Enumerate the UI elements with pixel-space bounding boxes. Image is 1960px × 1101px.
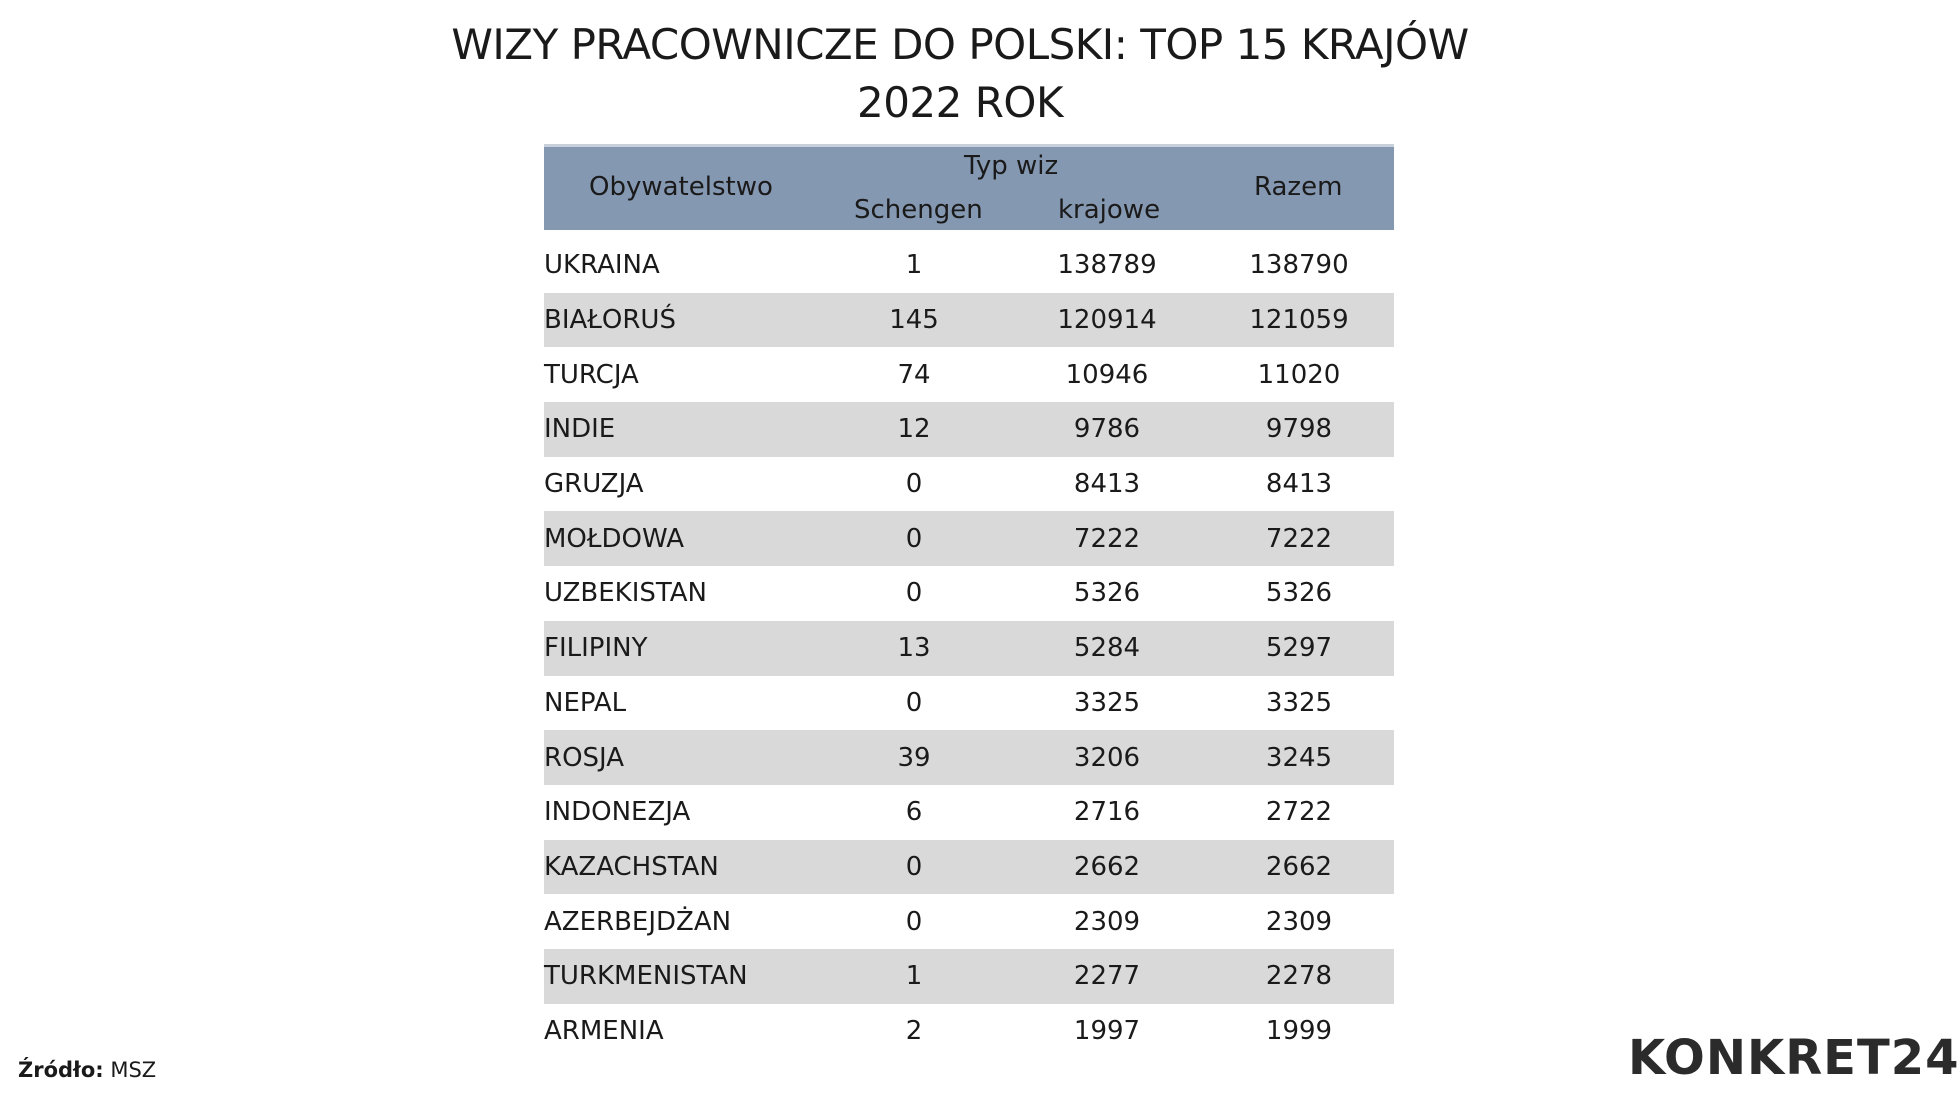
country-cell: FILIPINY (544, 633, 648, 664)
konkret24-logo (1628, 1030, 1960, 1086)
table-row: BIAŁORUŚ 145 120914 121059 (544, 293, 1394, 348)
table-header (544, 144, 1394, 230)
country-cell: UZBEKISTAN (544, 578, 707, 609)
country-cell: BIAŁORUŚ (544, 305, 676, 336)
country-cell: KAZACHSTAN (544, 851, 719, 882)
header-visa-type: Typ wiz (964, 151, 1059, 181)
country-cell: UKRAINA (544, 250, 660, 281)
table-row: TURKMENISTAN 1 2277 2278 (544, 949, 1394, 1004)
country-cell: MOŁDOWA (544, 523, 685, 554)
table-row: FILIPINY 13 5284 5297 (544, 621, 1394, 676)
table-row: KAZACHSTAN 0 2662 2662 (544, 840, 1394, 895)
table-row: INDIE 12 9786 9798 (544, 402, 1394, 457)
source-label: Źródło: (18, 1058, 104, 1082)
table-row: ARMENIA 2 1997 1999 (544, 1015, 1333, 1046)
table-row: TURCJA 74 10946 11020 (544, 359, 1341, 390)
table-row: ROSJA 39 3206 3245 (544, 730, 1394, 785)
country-cell: ARMENIA (544, 1015, 664, 1046)
logo-text: KONKRET24 (1628, 1030, 1960, 1086)
country-cell: AZERBEJDŻAN (544, 906, 732, 937)
table-row: UKRAINA 1 138789 138790 (544, 250, 1349, 281)
page-subtitle: 2022 ROK (856, 78, 1064, 127)
country-cell: INDIE (544, 414, 616, 445)
table-row: GRUZJA 0 8413 8413 (544, 469, 1333, 500)
table-row: INDONEZJA 6 2716 2722 (544, 797, 1333, 828)
table-row: AZERBEJDŻAN 0 2309 2309 (544, 906, 1333, 937)
header-country: Obywatelstwo (589, 172, 773, 202)
country-cell: TURKMENISTAN (544, 961, 748, 992)
table-row: NEPAL 0 3325 3325 (544, 687, 1333, 718)
table-body (544, 238, 1394, 1058)
country-cell: INDONEZJA (544, 797, 691, 828)
country-cell: ROSJA (544, 742, 625, 773)
header-national: krajowe (1058, 195, 1161, 225)
header-total: Razem (1254, 172, 1343, 202)
country-cell: GRUZJA (544, 469, 644, 500)
table-row: MOŁDOWA 0 7222 7222 (544, 511, 1394, 566)
source-value: MSZ (110, 1058, 157, 1082)
source-note (18, 1058, 156, 1082)
header-schengen: Schengen (854, 195, 983, 225)
country-cell: NEPAL (544, 687, 627, 718)
table-row: UZBEKISTAN 0 5326 5326 (544, 578, 1333, 609)
page-title: WIZY PRACOWNICZE DO POLSKI: TOP 15 KRAJÓW (451, 20, 1469, 69)
country-cell: TURCJA (544, 359, 639, 390)
visa-table (544, 144, 1394, 1058)
